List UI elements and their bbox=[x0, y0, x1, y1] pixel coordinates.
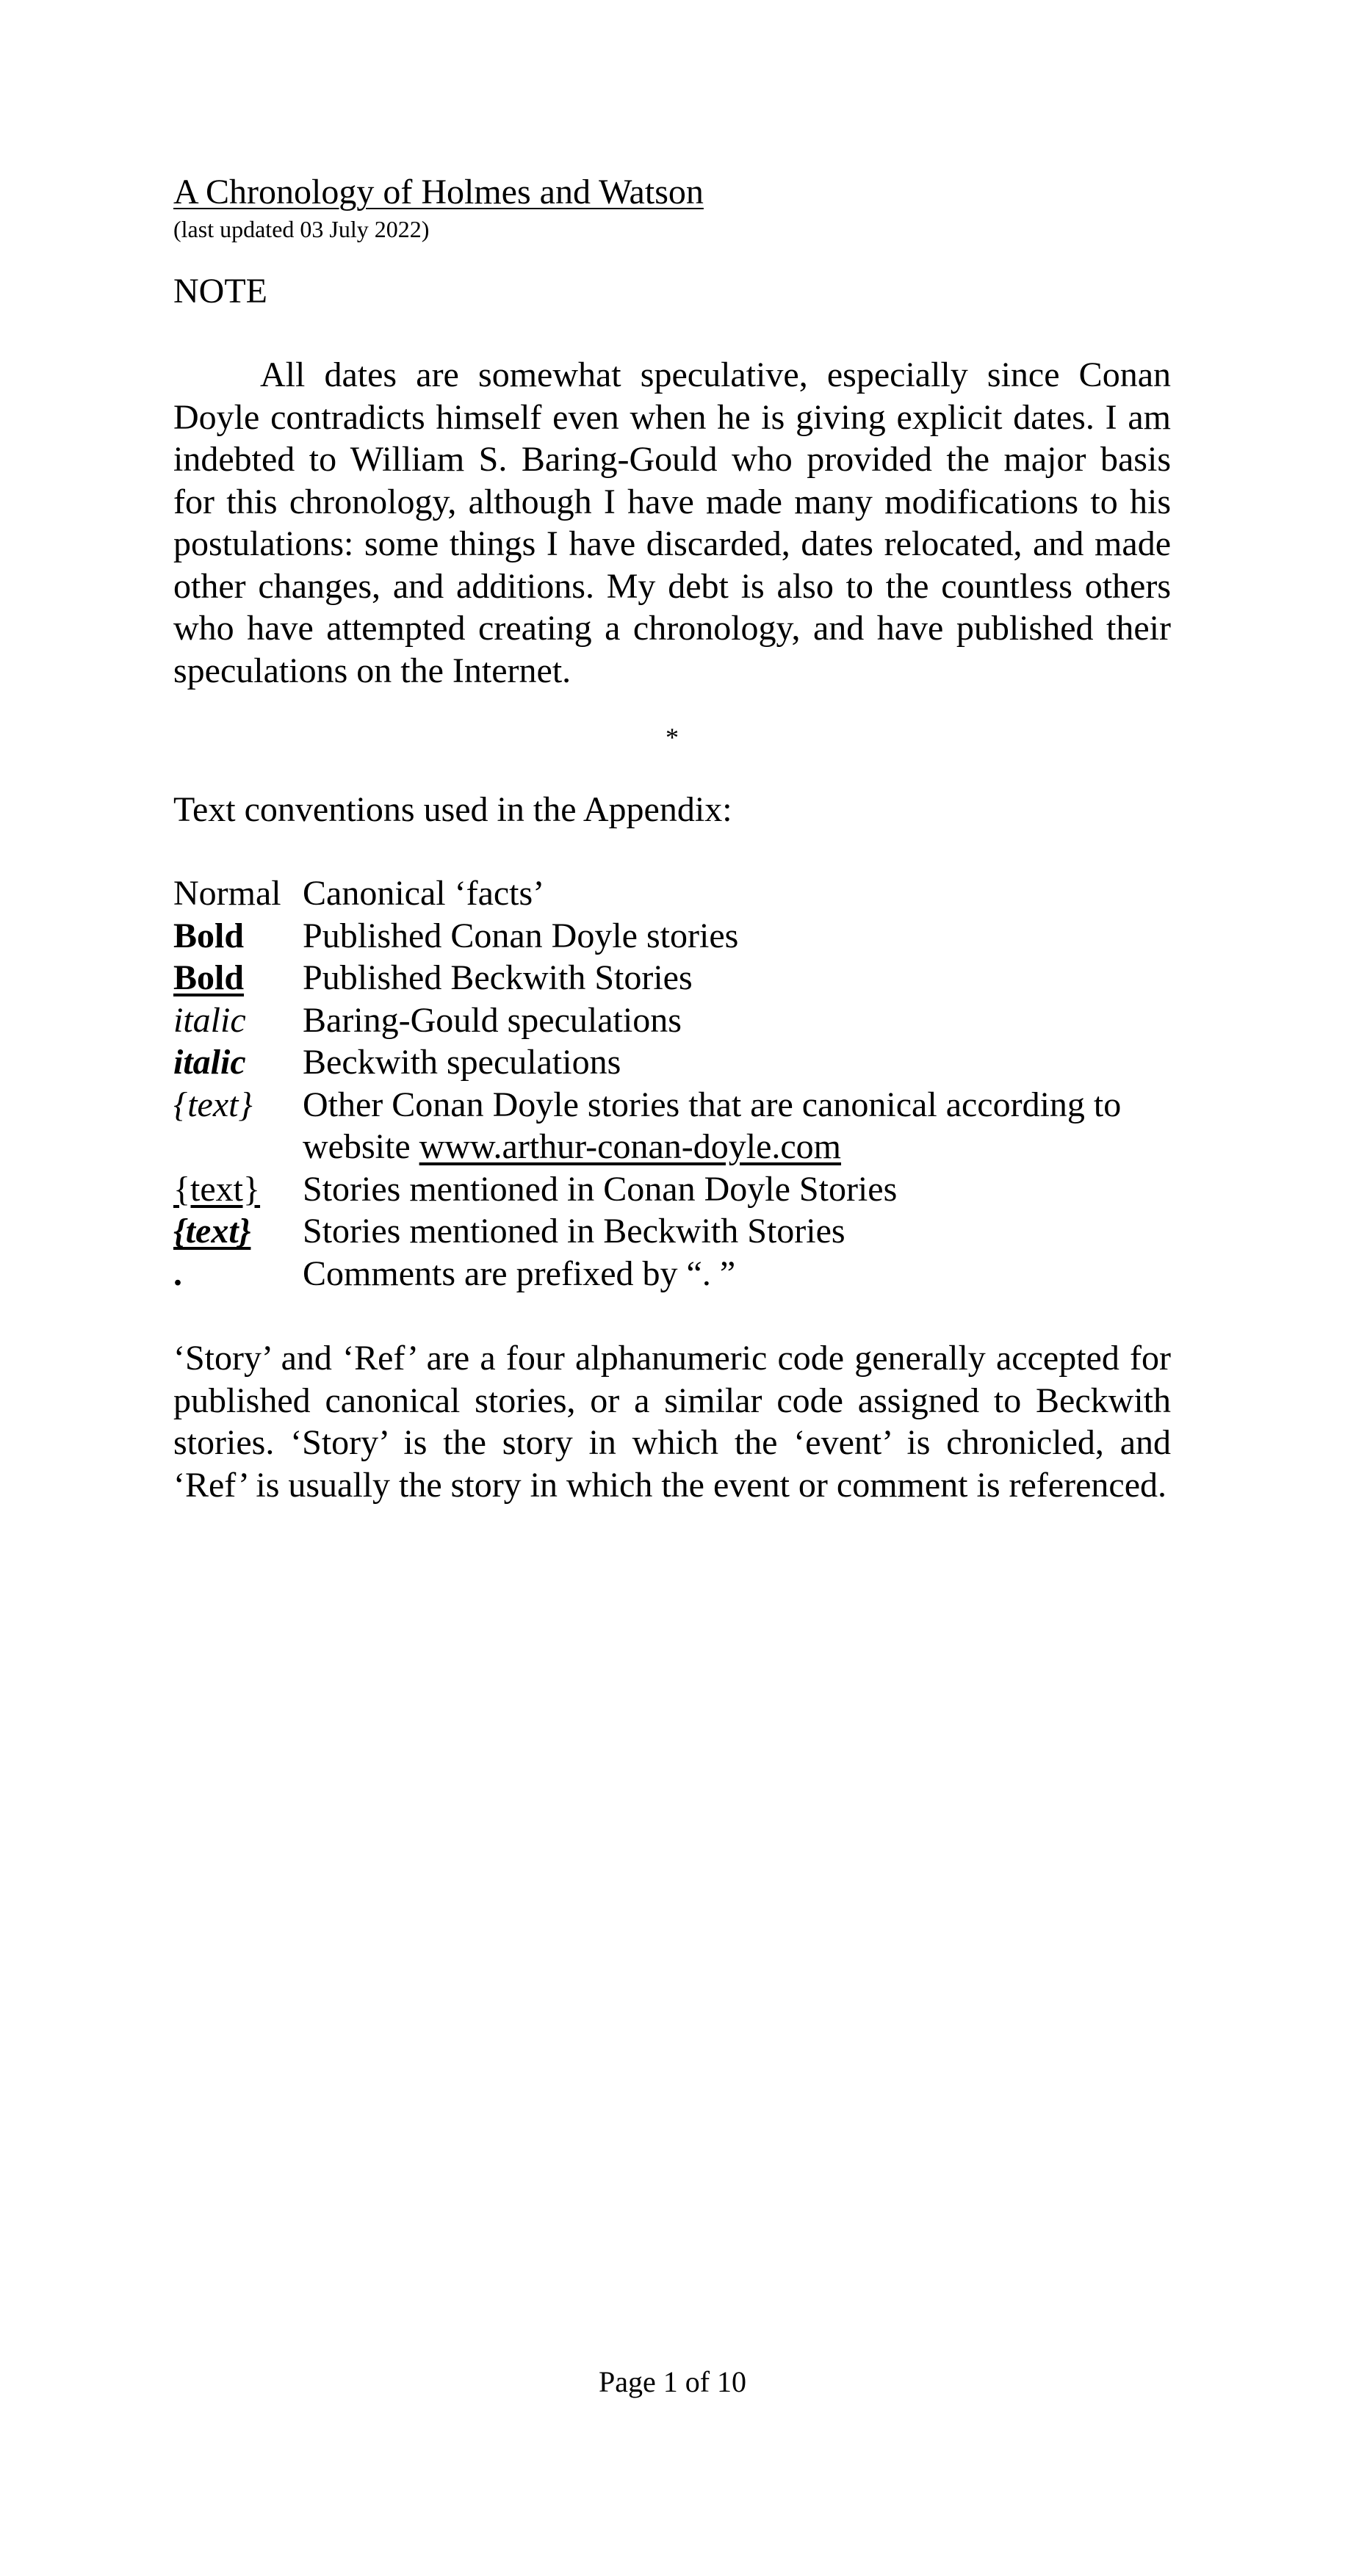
page-content bbox=[173, 170, 1171, 1506]
conventions-heading: Text conventions used in the Appendix: bbox=[173, 790, 732, 829]
convention-meaning-braces-underline: Stories mentioned in Conan Doyle Stories bbox=[303, 1169, 898, 1209]
convention-meaning-braces-bold-italic-underline: Stories mentioned in Beckwith Stories bbox=[303, 1212, 845, 1251]
convention-style-braces-underline: {text} bbox=[173, 1169, 261, 1209]
conventions-table bbox=[173, 872, 1171, 1295]
convention-style-italic: italic bbox=[173, 1000, 246, 1040]
convention-row-comment bbox=[173, 1253, 1171, 1295]
convention-meaning-bold: Published Conan Doyle stories bbox=[303, 916, 739, 955]
convention-style-comment: . bbox=[173, 1253, 182, 1293]
convention-row-braces-underline bbox=[173, 1168, 1171, 1211]
convention-row-braces-bold-italic-underline bbox=[173, 1210, 1171, 1253]
story-ref-paragraph: ‘Story’ and ‘Ref’ are a four alphanumeric code generally accepted for published canonical stories, or a similar code assigned to Beckwith stories. ‘Story’ is the story in which the ‘event’ is chronicled, and ‘Ref’ is usually the story in which the event or comment is referenced. bbox=[173, 1339, 1171, 1505]
page-number-footer: Page 1 of 10 bbox=[598, 2365, 747, 2398]
convention-style-bold-italic: italic bbox=[173, 1043, 246, 1082]
convention-meaning-bold-underline: Published Beckwith Stories bbox=[303, 958, 693, 997]
convention-meaning-braces-italic-cell bbox=[303, 1084, 1171, 1168]
convention-style-braces-underline-cell bbox=[173, 1168, 303, 1211]
convention-meaning-normal: Canonical ‘facts’ bbox=[303, 874, 545, 913]
convention-meaning-comment: Comments are prefixed by “. ” bbox=[303, 1253, 736, 1293]
section-separator: * bbox=[666, 723, 679, 752]
document-title: A Chronology of Holmes and Watson bbox=[173, 173, 704, 211]
convention-style-bold-underline-cell bbox=[173, 957, 303, 999]
convention-style-normal: Normal bbox=[173, 874, 281, 913]
convention-style-braces-italic: {text} bbox=[173, 1085, 253, 1124]
convention-row-italic bbox=[173, 999, 1171, 1042]
convention-row-braces-italic bbox=[173, 1084, 1171, 1168]
convention-row-bold bbox=[173, 915, 1171, 958]
convention-row-normal bbox=[173, 872, 1171, 915]
convention-style-braces-bold-italic-underline: {text} bbox=[173, 1212, 251, 1251]
convention-row-bold-italic bbox=[173, 1041, 1171, 1084]
convention-meaning-braces-italic: Other Conan Doyle stories that are canonical according to website bbox=[303, 1085, 1122, 1166]
last-updated-note: (last updated 03 July 2022) bbox=[173, 216, 430, 242]
note-heading: NOTE bbox=[173, 272, 267, 311]
convention-style-bold-underline: Bold bbox=[173, 958, 245, 997]
note-paragraph: All dates are somewhat speculative, especially since Conan Doyle contradicts himself even when he is giving explicit dates. I am indebted to William S. Baring-Gould who provided the major basis for this chronology, although I have made many modifications to his postulations: some things I have discarded, dates relocated, and made other changes, and additions. My debt is also to the countless others who have attempted creating a chronology, and have published their speculations on the Internet. bbox=[173, 355, 1171, 690]
convention-meaning-italic: Baring-Gould speculations bbox=[303, 1000, 682, 1040]
convention-style-braces-bold-italic-underline-cell bbox=[173, 1210, 303, 1253]
convention-meaning-bold-italic: Beckwith speculations bbox=[303, 1043, 621, 1082]
convention-style-bold: Bold bbox=[173, 916, 245, 955]
website-link[interactable]: www.arthur-conan-doyle.com bbox=[419, 1127, 842, 1166]
convention-row-bold-underline bbox=[173, 957, 1171, 999]
